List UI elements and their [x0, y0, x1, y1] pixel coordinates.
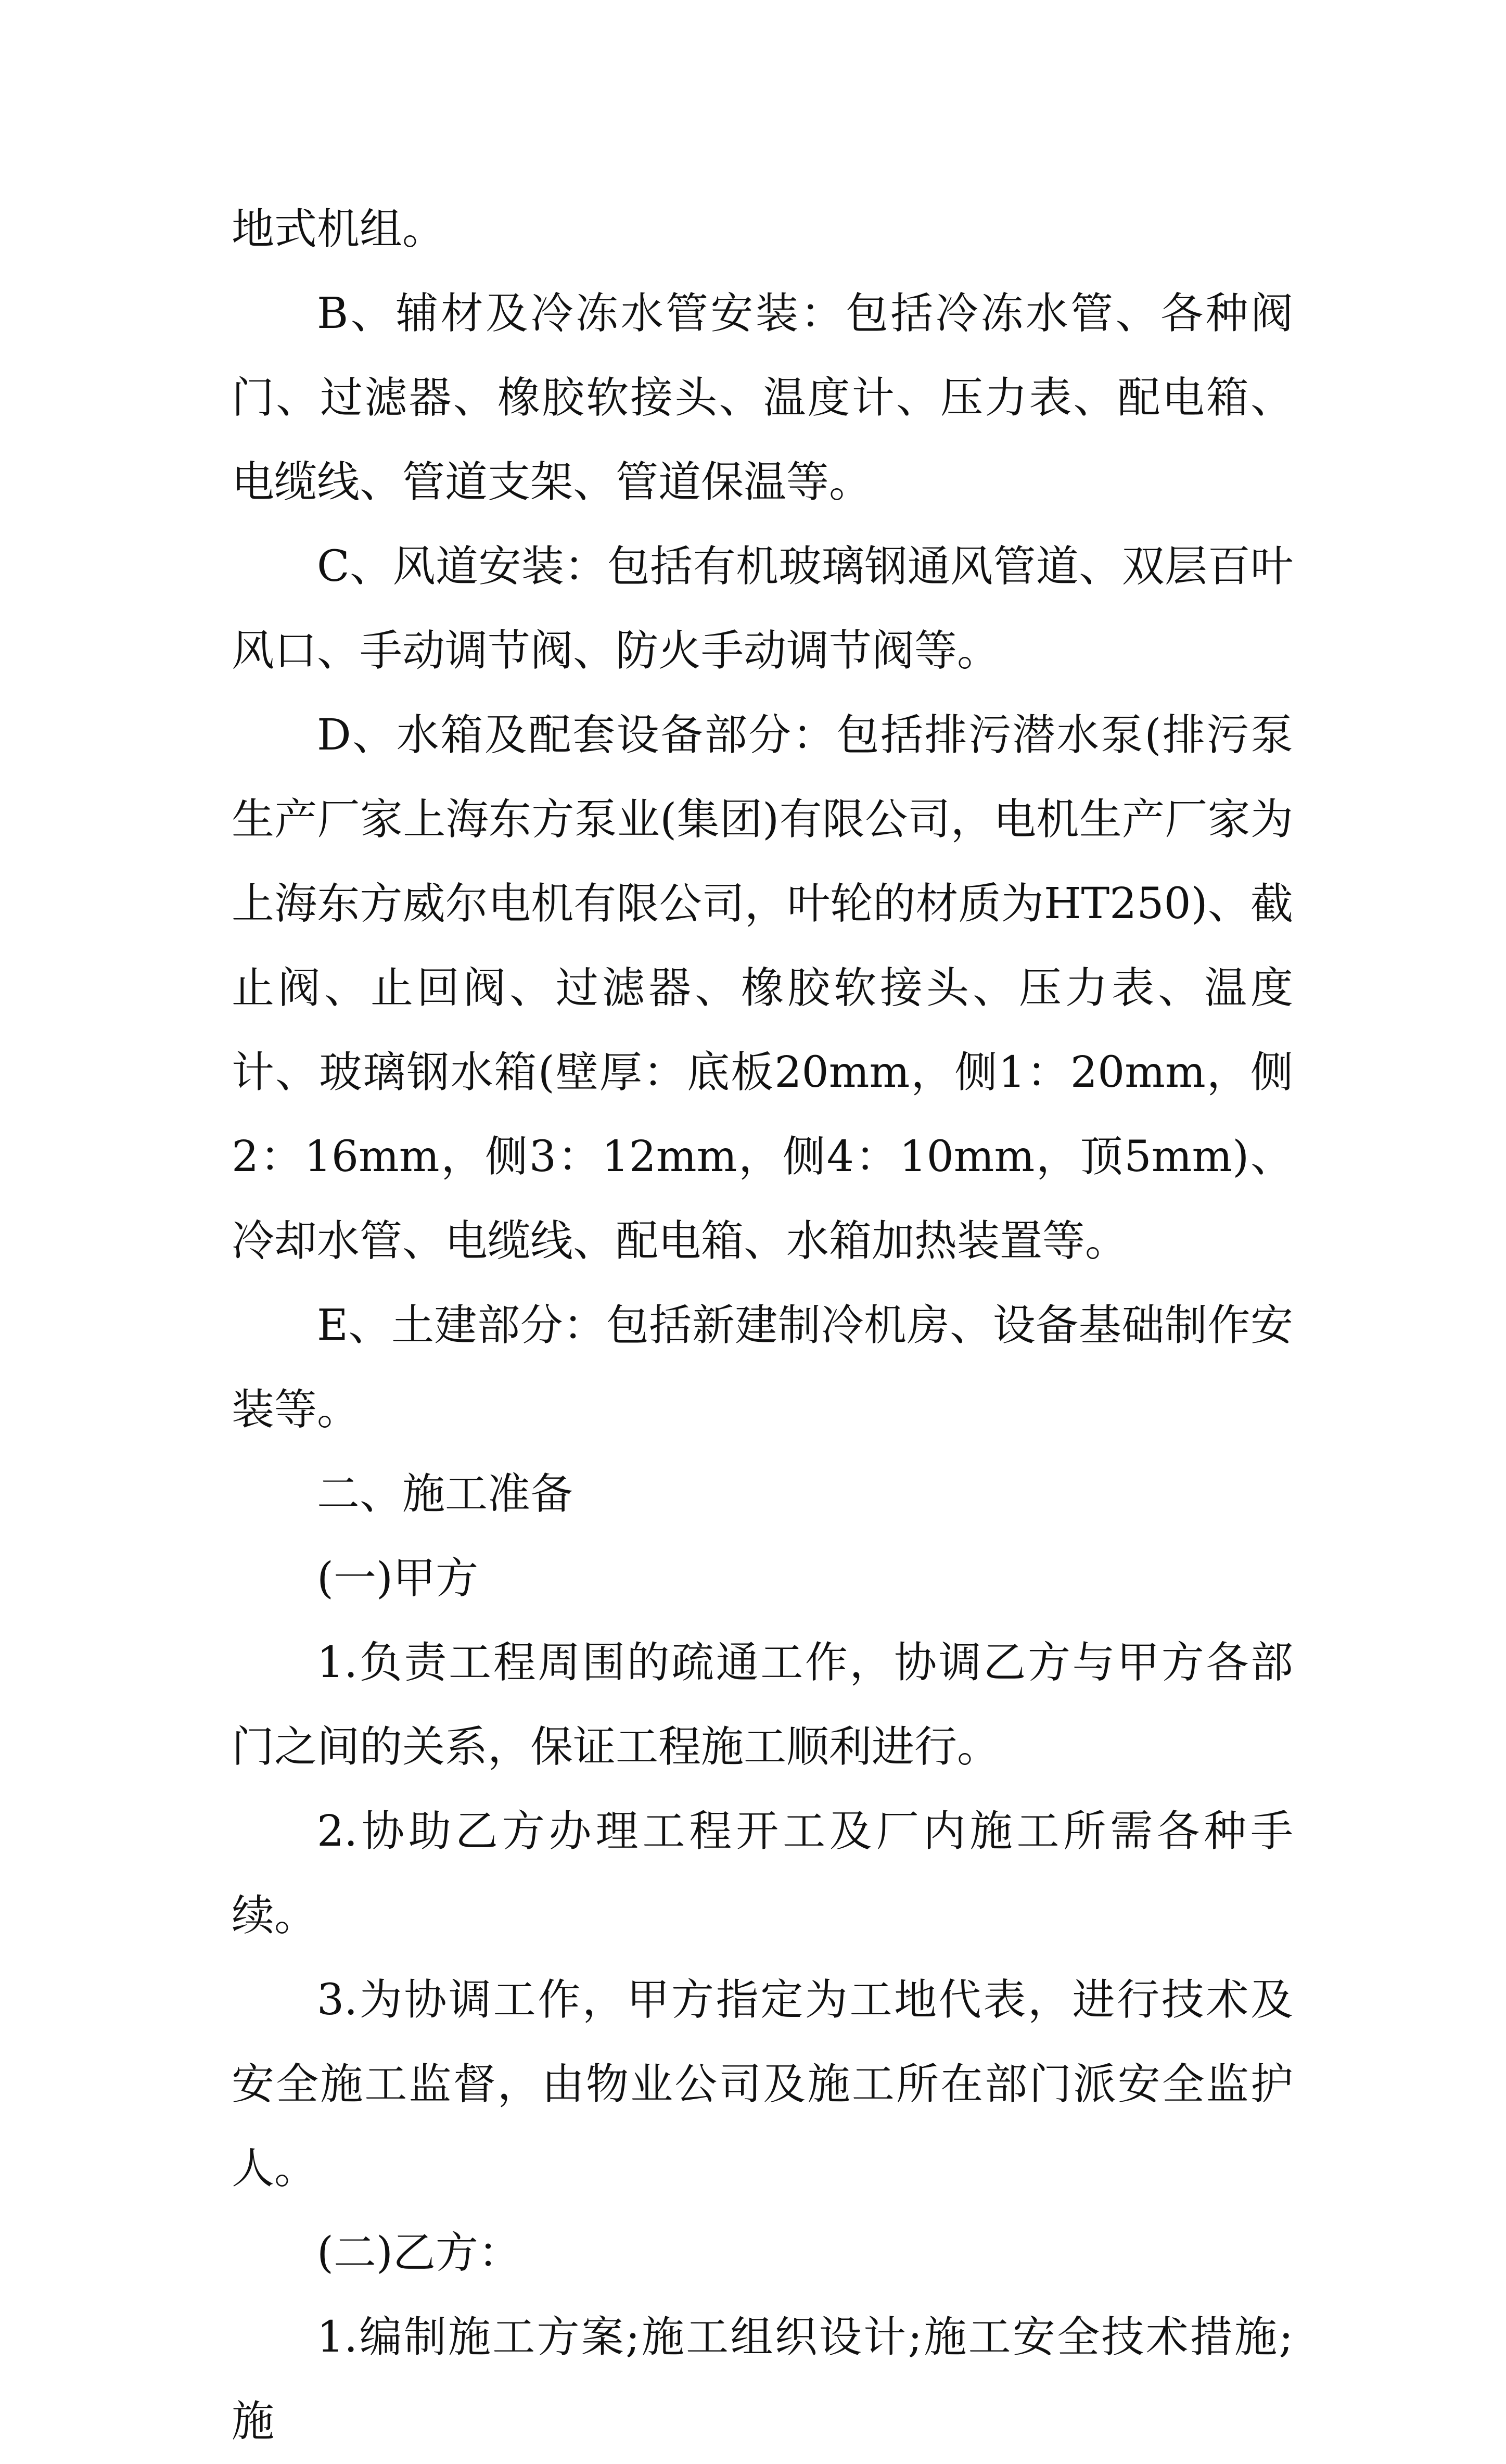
paragraph-party-a-3: 3.为协调工作，甲方指定为工地代表，进行技术及安全施工监督，由物业公司及施工所在部门派安全监护人。 — [232, 1975, 1293, 2193]
subheading-party-b: (二)乙方： — [317, 2228, 521, 2278]
document-body — [232, 187, 1293, 2464]
paragraph-item-b: B、辅材及冷冻水管安装：包括冷冻水管、各种阀门、过滤器、橡胶软接头、温度计、压力表、配电箱、电缆线、管道支架、管道保温等。 — [232, 289, 1293, 507]
subheading-party-a: (一)甲方 — [317, 1554, 478, 1603]
paragraph-item-c: C、风道安装：包括有机玻璃钢通风管道、双层百叶风口、手动调节阀、防火手动调节阀等。 — [232, 542, 1293, 676]
section-heading-construction-prep: 二、施工准备 — [317, 1469, 573, 1519]
paragraph-item-d: D、水箱及配套设备部分：包括排污潜水泵(排污泵生产厂家上海东方泵业(集团)有限公司，电机生产厂家为上海东方威尔电机有限公司，叶轮的材质为HT250)、截止阀、止回阀、过滤器、橡胶软接头、压力表、温度计、玻璃钢水箱(壁厚：底板20mm，侧1：20mm，侧2：16mm，侧3：12mm，侧4：10mm，顶5mm)、冷却水管、电缆线、配电箱、水箱加热装置等。 — [232, 710, 1293, 1266]
paragraph-party-a-1: 1.负责工程周围的疏通工作，协调乙方与甲方各部门之间的关系，保证工程施工顺利进行。 — [232, 1638, 1293, 1772]
paragraph-item-e: E、土建部分：包括新建制冷机房、设备基础制作安装等。 — [232, 1301, 1293, 1434]
paragraph-continuation: 地式机组。 — [232, 205, 445, 254]
paragraph-party-b-1: 1.编制施工方案;施工组织设计;施工安全技术措施;施 — [232, 2313, 1293, 2446]
paragraph-party-a-2: 2.协助乙方办理工程开工及厂内施工所需各种手续。 — [232, 1807, 1293, 1940]
